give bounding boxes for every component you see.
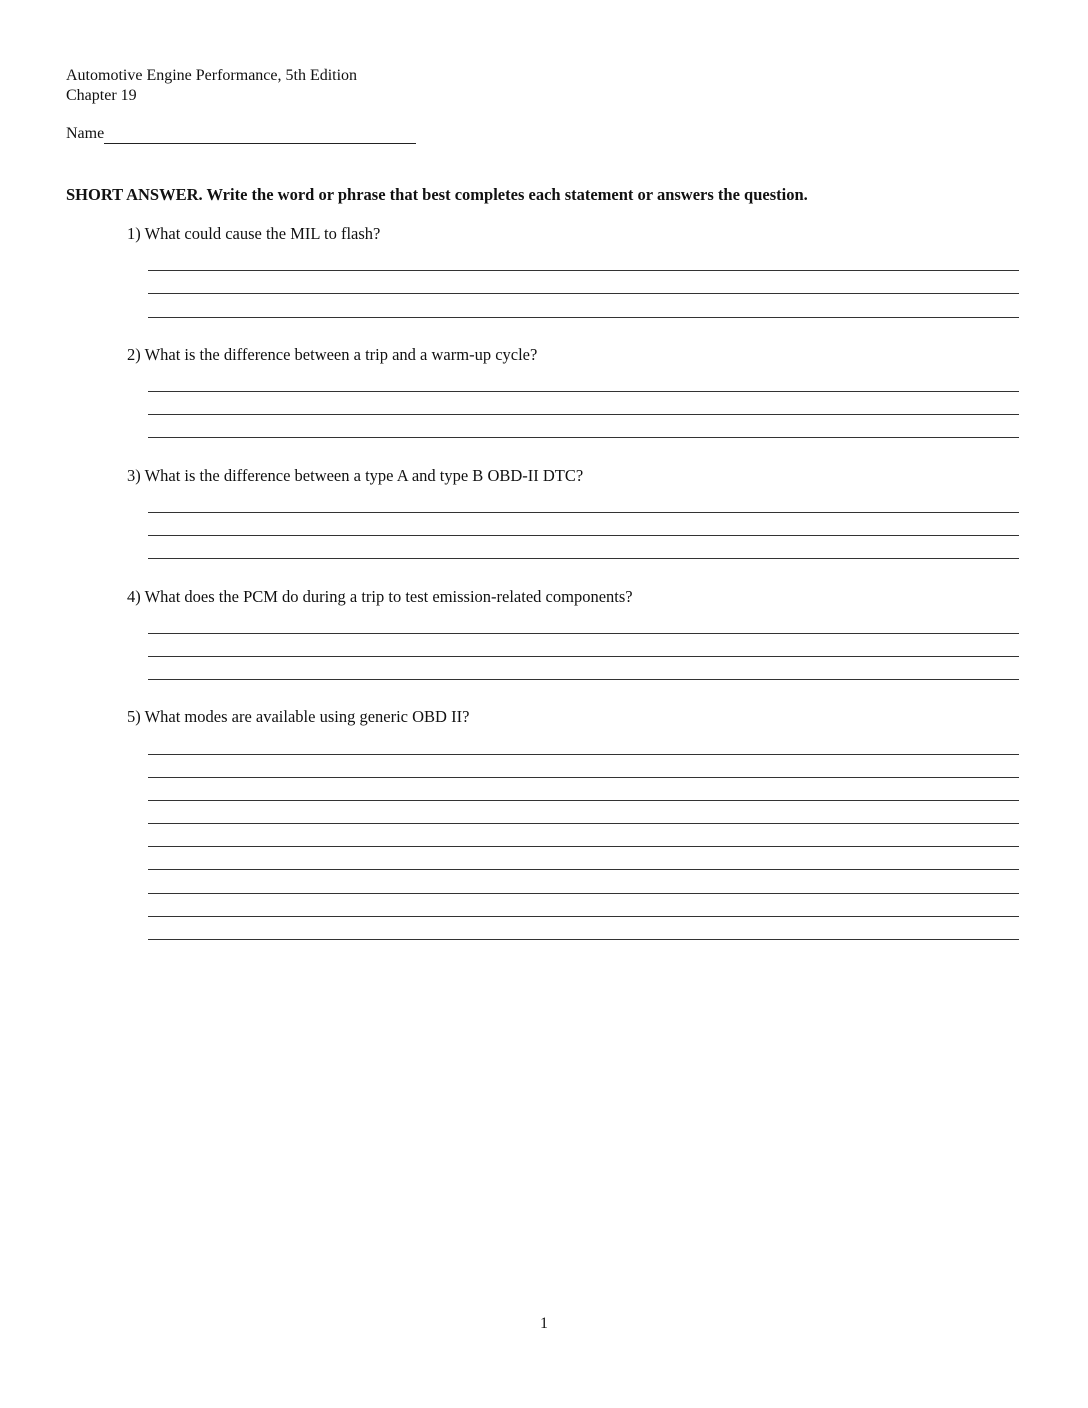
answer-line[interactable] bbox=[148, 869, 1019, 870]
page-number: 1 bbox=[540, 1315, 548, 1332]
answer-line[interactable] bbox=[148, 823, 1019, 824]
answer-line[interactable] bbox=[148, 633, 1019, 634]
answer-line[interactable] bbox=[148, 916, 1019, 917]
name-label: Name bbox=[66, 125, 105, 142]
chapter-label: Chapter 19 bbox=[66, 87, 137, 104]
document-header bbox=[66, 66, 357, 106]
answer-line[interactable] bbox=[148, 754, 1019, 755]
name-field bbox=[66, 124, 416, 144]
answer-line[interactable] bbox=[148, 846, 1019, 847]
answer-line[interactable] bbox=[148, 512, 1019, 513]
answer-line[interactable] bbox=[148, 656, 1019, 657]
answer-line[interactable] bbox=[148, 679, 1019, 680]
answer-line[interactable] bbox=[148, 414, 1019, 415]
question-2: 2) What is the difference between a trip and a warm-up cycle? bbox=[127, 345, 538, 364]
answer-line[interactable] bbox=[148, 317, 1019, 318]
answer-line[interactable] bbox=[148, 939, 1019, 940]
answer-line[interactable] bbox=[148, 893, 1019, 894]
question-1: 1) What could cause the MIL to flash? bbox=[127, 224, 381, 243]
answer-line[interactable] bbox=[148, 391, 1019, 392]
answer-line[interactable] bbox=[148, 558, 1019, 559]
answer-line[interactable] bbox=[148, 293, 1019, 294]
book-title: Automotive Engine Performance, 5th Edition bbox=[66, 67, 358, 84]
instructions: SHORT ANSWER. Write the word or phrase that best completes each statement or answers the question. bbox=[66, 185, 808, 204]
question-5: 5) What modes are available using generic OBD II? bbox=[127, 707, 470, 726]
answer-line[interactable] bbox=[148, 437, 1019, 438]
answer-line[interactable] bbox=[148, 800, 1019, 801]
question-3: 3) What is the difference between a type A and type B OBD-II DTC? bbox=[127, 466, 584, 485]
answer-line[interactable] bbox=[148, 535, 1019, 536]
name-blank-line[interactable] bbox=[104, 125, 416, 144]
question-4: 4) What does the PCM do during a trip to test emission-related components? bbox=[127, 587, 633, 606]
answer-line[interactable] bbox=[148, 777, 1019, 778]
answer-line[interactable] bbox=[148, 270, 1019, 271]
